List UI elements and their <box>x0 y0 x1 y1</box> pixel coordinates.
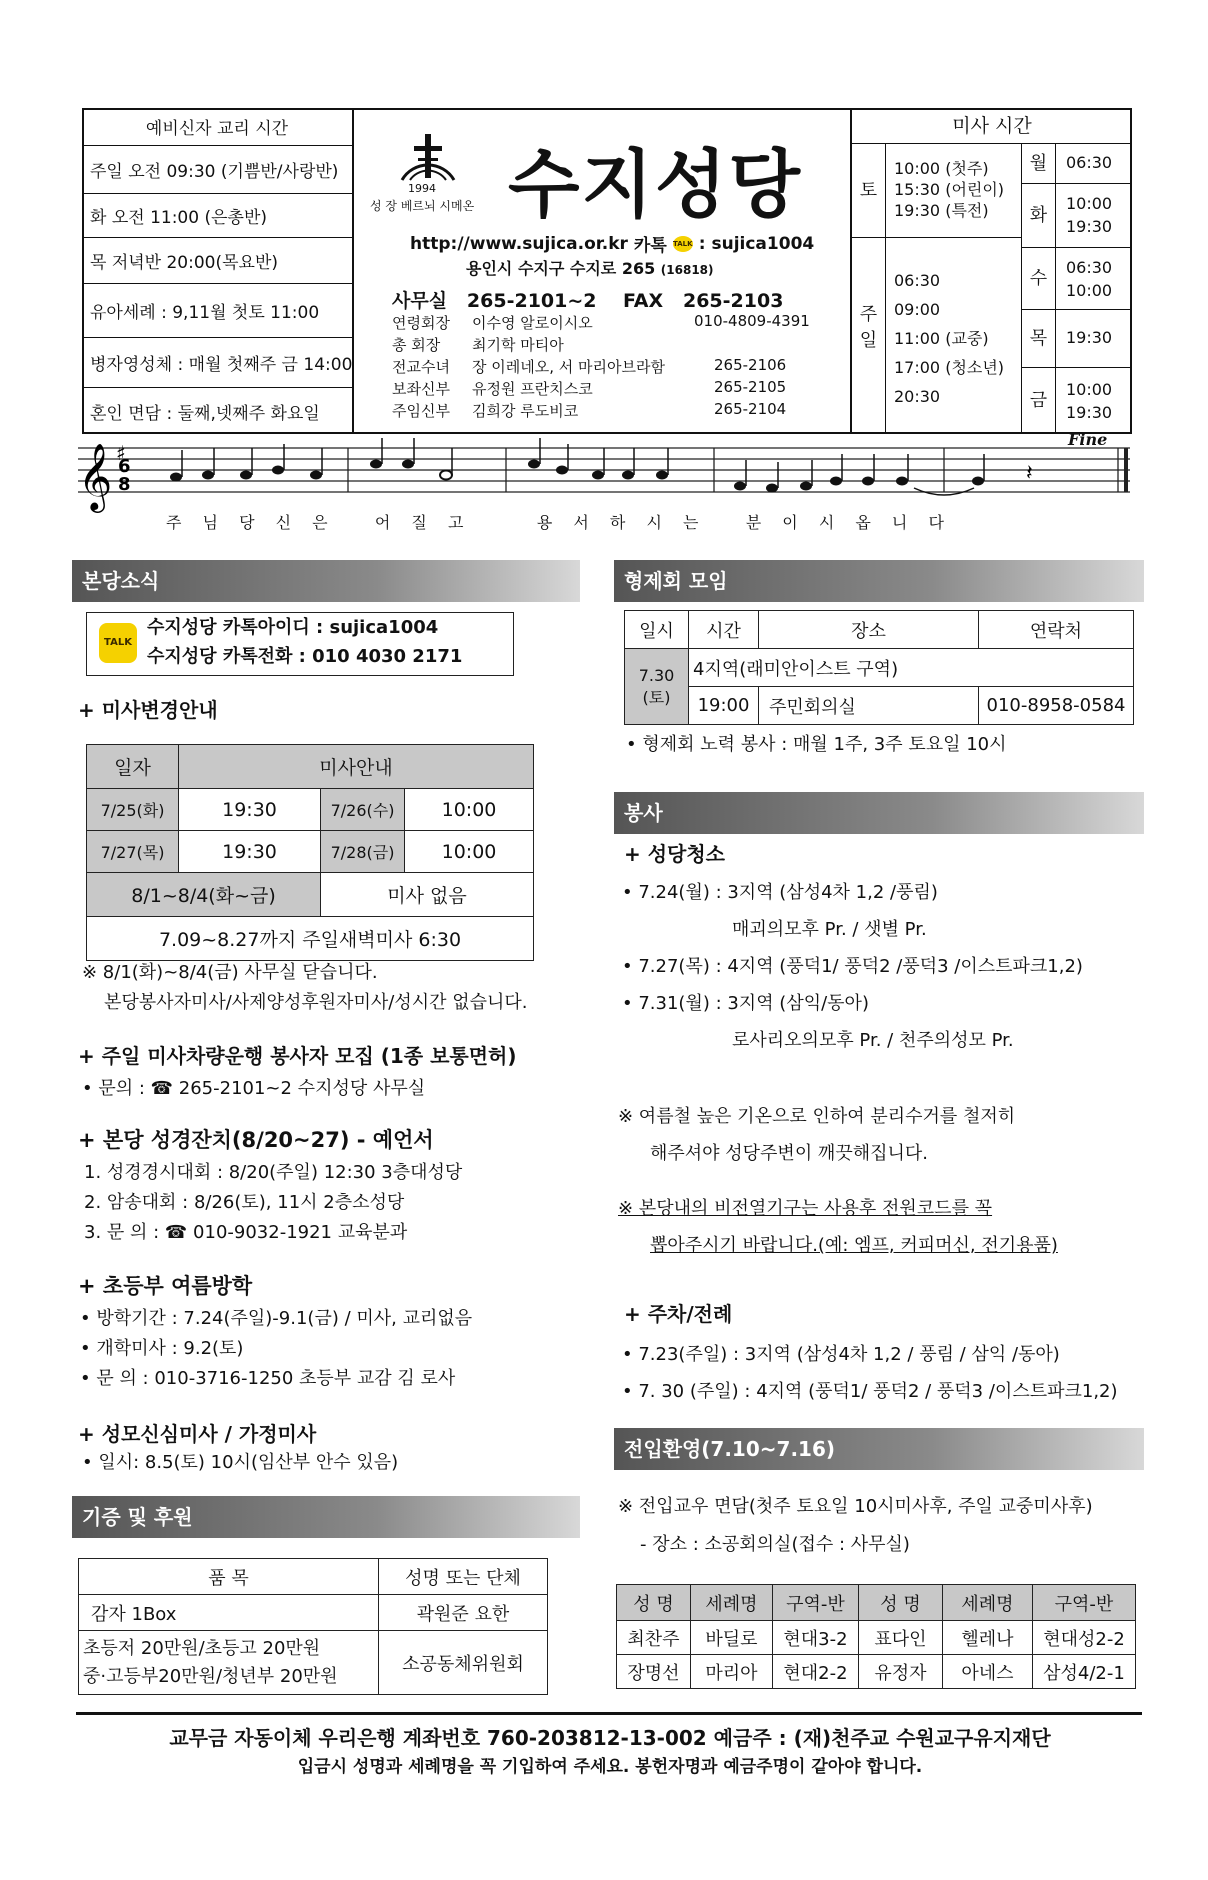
table-cell: 7/25(화) <box>87 789 179 831</box>
kakao-box <box>86 612 514 676</box>
mass-times <box>850 108 1132 434</box>
mass-change-table <box>86 744 534 961</box>
staff-phone: 010-4809-4391 <box>694 312 810 330</box>
music-lyrics: 주 님 당 신 은 어 질 고 용 서 하 시 는 분 이 시 옵 니 다 <box>166 513 952 532</box>
table-cell: 최찬주 <box>617 1621 691 1655</box>
staff-role: 주임신부 <box>392 402 450 420</box>
mass-time: 10:00 <box>1066 281 1113 300</box>
staff-role: 총 회장 <box>392 336 441 354</box>
staff-role: 전교수녀 <box>392 358 450 376</box>
bible-heading: + 본당 성경잔치(8/20~27) - 예언서 <box>78 1128 434 1152</box>
logo-caption: 성 장 베르뇌 시메온 <box>370 199 475 213</box>
table-cell: 7/28(금) <box>321 831 405 873</box>
mass-time: 19:30 <box>1066 403 1113 422</box>
cleaning-heading: + 성당청소 <box>624 842 726 866</box>
weekday-row <box>1022 248 1132 310</box>
staff-name: 장 이레네오, 서 마리아브라함 <box>472 358 665 376</box>
music-staff <box>78 430 1138 540</box>
mass-time: 15:30 (어린이) <box>894 180 1005 199</box>
kakao-talk-icon: TALK <box>99 623 137 663</box>
kakao-talk-icon: TALK <box>673 236 693 252</box>
time-signature-bottom: 8 <box>118 474 131 495</box>
weekday-row <box>1022 310 1132 368</box>
mass-notes <box>82 958 528 1018</box>
table-cell: 주민회의실 <box>759 687 979 725</box>
list-item: • 7. 30 (주일) : 4지역 (풍덕1/ 풍덕2 / 풍덕3 /이스트파크1,2) <box>622 1381 1118 1402</box>
svg-text:♯: ♯ <box>116 441 126 465</box>
postcode: (16818) <box>660 263 714 277</box>
weekday-row <box>1022 184 1132 248</box>
weekday-row <box>1022 144 1132 184</box>
staff-phone: 265-2104 <box>714 400 787 418</box>
welcome-table <box>616 1584 1136 1689</box>
mass-time: 10:00 <box>1066 194 1113 213</box>
mass-time: 10:00 (첫주) <box>894 159 989 178</box>
staff-row <box>392 334 822 356</box>
notice-line: ※ 본당내의 비전열기구는 사용후 전원코드를 꼭 <box>618 1198 993 1219</box>
staff-name: 유정원 프란치스코 <box>472 380 593 398</box>
table-header: 품 목 <box>79 1559 379 1595</box>
table-cell: 소공동체위원회 <box>379 1631 548 1695</box>
brothers-section-bar: 형제회 모임 <box>614 560 1144 602</box>
table-header: 성명 또는 단체 <box>379 1559 548 1595</box>
notice-line: ※ 전입교우 면담(첫주 토요일 10시미사후, 주일 교중미사후) <box>618 1496 1093 1517</box>
table-cell: 현대2-2 <box>773 1655 859 1689</box>
table-header: 장소 <box>759 611 979 649</box>
notice-line: ※ 여름철 높은 기온으로 인하여 분리수거를 철저히 <box>618 1106 1016 1127</box>
table-cell: 곽원준 요한 <box>379 1595 548 1631</box>
kakao-id: : sujica1004 <box>698 233 815 254</box>
fax-number: 265-2103 <box>682 290 784 312</box>
music-notes <box>170 460 984 493</box>
fax-label: FAX <box>622 290 664 312</box>
staff-row <box>392 312 822 334</box>
weekday-mass <box>1022 144 1132 434</box>
table-cell: 19:00 <box>689 687 759 725</box>
table-cell: 바딜로 <box>691 1621 773 1655</box>
mass-time: 10:00 <box>1066 380 1113 399</box>
weekday-times <box>1066 256 1112 302</box>
power-notice <box>618 1190 1058 1264</box>
mass-time: 19:30 (특전) <box>894 201 989 220</box>
table-cell: 7.09~8.27까지 주일새벽미사 6:30 <box>87 917 534 961</box>
footer-note: 입금시 성명과 세례명을 꼭 기입하여 주세요. 봉헌자명과 예금주명이 같아야 합니다. <box>297 1757 923 1777</box>
catechism-row: 병자영성체 : 매월 첫째주 금 14:00 <box>82 338 352 388</box>
table-cell: 감자 1Box <box>79 1595 379 1631</box>
footer-account: 교무금 자동이체 우리은행 계좌번호 760-203812-13-002 예금주 : (재)천주교 수원교구유지재단 <box>169 1726 1051 1750</box>
notice-line: 해주셔야 성당주변이 깨끗해집니다. <box>650 1143 928 1164</box>
table-cell: 초등저 20만원/초등고 20만원 중·고등부20만원/청년부 20만원 <box>79 1631 379 1695</box>
table-cell: 8/1~8/4(화~금) <box>87 873 321 917</box>
news-section-bar: 본당소식 <box>72 560 580 602</box>
school-heading: + 초등부 여름방학 <box>78 1274 253 1298</box>
welcome-notes <box>618 1488 1093 1564</box>
table-cell: 19:30 <box>179 789 321 831</box>
table-cell: 10:00 <box>405 789 534 831</box>
kakao-line: 수지성당 카톡전화 : 010 4030 2171 <box>147 646 463 667</box>
notice-line: 뽑아주시기 바랍니다.(예: 엠프, 커피머신, 전기용품) <box>650 1235 1058 1256</box>
office-label: 사무실 <box>392 290 448 312</box>
address <box>466 256 714 279</box>
sunday-mass <box>852 238 1022 434</box>
brothers-table <box>624 610 1134 725</box>
list-item: • 7.27(목) : 4지역 (풍덕1/ 풍덕2 /풍덕3 /이스트파크1,2) <box>622 956 1083 977</box>
weekday-label: 금 <box>1022 368 1056 434</box>
parking-items <box>622 1336 1118 1410</box>
driver-heading: + 주일 미사차량운행 봉사자 모집 (1종 보통면허) <box>78 1044 517 1068</box>
list-item: • 문 의 : 010-3716-1250 초등부 교감 김 로사 <box>80 1368 456 1389</box>
table-header: 미사안내 <box>179 745 534 789</box>
table-cell: 헬레나 <box>943 1621 1033 1655</box>
staff-role: 보좌신부 <box>392 380 450 398</box>
sunday-label-text: 주일 <box>859 304 878 351</box>
welcome-section-bar: 전입환영(7.10~7.16) <box>614 1428 1144 1470</box>
table-cell: 7.30 (토) <box>625 649 689 725</box>
church-logo-icon <box>396 128 460 184</box>
saturday-label: 토 <box>852 144 886 238</box>
mass-time: 19:30 <box>1066 217 1113 236</box>
list-item: • 7.24(월) : 3지역 (삼성4차 1,2 /풍림) <box>622 882 938 903</box>
staff-phone: 265-2105 <box>714 378 787 396</box>
weekday-label: 화 <box>1022 184 1056 248</box>
music-staff-svg <box>78 430 1138 520</box>
table-cell: 19:30 <box>179 831 321 873</box>
table-header: 일자 <box>87 745 179 789</box>
kakao-line: 수지성당 카톡아이디 : sujica1004 <box>147 617 439 638</box>
driver-contact: • 문의 : ☎ 265-2101~2 수지성당 사무실 <box>82 1078 426 1099</box>
table-cell: 아네스 <box>943 1655 1033 1689</box>
donation-section-bar: 기증 및 후원 <box>72 1496 580 1538</box>
list-item: • 7.31(월) : 3지역 (삼익/동아) <box>622 993 869 1014</box>
list-item: 로사리오의모후 Pr. / 천주의성모 Pr. <box>732 1030 1014 1051</box>
mass-time: 06:30 <box>894 271 941 290</box>
saturday-mass <box>852 144 1022 238</box>
mothers-heading: + 성모신심미사 / 가정미사 <box>78 1422 317 1446</box>
catechism-row: 목 저녁반 20:00(목요반) <box>82 238 352 284</box>
table-header: 구역-반 <box>773 1585 859 1621</box>
table-cell: 장명선 <box>617 1655 691 1689</box>
staff-row <box>392 378 822 400</box>
table-cell: 삼성4/2-1 <box>1033 1655 1136 1689</box>
list-item: • 방학기간 : 7.24(주일)-9.1(금) / 미사, 교리없음 <box>80 1308 473 1329</box>
office-line <box>392 286 783 313</box>
table-header: 성 명 <box>617 1585 691 1621</box>
website-link[interactable]: http://www.sujica.or.kr <box>410 233 628 254</box>
mass-title: 미사 시간 <box>852 108 1132 144</box>
weekday-row <box>1022 368 1132 434</box>
office-phone: 265-2101~2 <box>466 290 597 312</box>
table-cell: 현대3-2 <box>773 1621 859 1655</box>
catechism-row: 유아세례 : 9,11월 첫토 11:00 <box>82 284 352 338</box>
list-item: 2. 암송대회 : 8/26(토), 11시 2층소성당 <box>84 1192 405 1213</box>
treble-clef-icon: 𝄞 <box>78 442 113 510</box>
catechism-row: 주일 오전 09:30 (기쁨반/사랑반) <box>82 146 352 194</box>
note-line: 본당봉사자미사/사제양성후원자미사/성시간 없습니다. <box>104 992 528 1013</box>
table-header: 일시 <box>625 611 689 649</box>
donation-table <box>78 1558 548 1695</box>
staff-phone: 265-2106 <box>714 356 787 374</box>
staff-name: 이수영 알로이시오 <box>472 314 593 332</box>
time-signature-top: 6 <box>118 456 131 477</box>
church-name: 수지성당 <box>508 142 802 228</box>
address-text: 용인시 수지구 수지로 265 <box>466 259 656 278</box>
mass-time: 06:30 <box>1066 153 1113 172</box>
fine-mark: Fine <box>1068 430 1108 449</box>
sunday-label <box>852 238 886 434</box>
weekday-label: 수 <box>1022 248 1056 310</box>
notice-line: - 장소 : 소공회의실(접수 : 사무실) <box>640 1534 910 1555</box>
saturday-times <box>894 158 1004 221</box>
staff-list <box>392 312 822 422</box>
table-cell: 미사 없음 <box>321 873 534 917</box>
table-header: 구역-반 <box>1033 1585 1136 1621</box>
table-header: 연락처 <box>979 611 1134 649</box>
table-cell: 마리아 <box>691 1655 773 1689</box>
table-cell: 유정자 <box>859 1655 943 1689</box>
contact-line <box>410 231 814 256</box>
mass-time: 19:30 <box>1066 328 1113 347</box>
table-cell: 010-8958-0584 <box>979 687 1134 725</box>
catechism-schedule <box>82 108 354 434</box>
staff-row <box>392 356 822 378</box>
svg-text:𝄽: 𝄽 <box>1026 461 1033 486</box>
footer-divider <box>76 1712 1142 1715</box>
table-header: 시간 <box>689 611 759 649</box>
mass-time: 11:00 (교중) <box>894 329 989 348</box>
list-item: 3. 문 의 : ☎ 010-9032-1921 교육분과 <box>84 1222 408 1243</box>
service-section-bar: 봉사 <box>614 792 1144 834</box>
weekend-mass <box>852 144 1022 434</box>
parking-heading: + 주차/전례 <box>624 1302 733 1326</box>
cleaning-items <box>622 874 1083 1059</box>
bible-items <box>84 1158 462 1248</box>
brothers-note: • 형제회 노력 봉사 : 매월 1주, 3주 토요일 10시 <box>626 734 1007 755</box>
list-item: • 개학미사 : 9.2(토) <box>80 1338 244 1359</box>
catechism-row: 혼인 면담 : 둘째,넷째주 화요일 <box>90 403 320 424</box>
weekday-label: 목 <box>1022 310 1056 368</box>
mass-time: 17:00 (청소년) <box>894 358 1005 377</box>
table-cell: 7/27(목) <box>87 831 179 873</box>
weekday-label: 월 <box>1022 144 1056 184</box>
table-cell: 10:00 <box>405 831 534 873</box>
table-cell: 표다인 <box>859 1621 943 1655</box>
mass-change-heading: + 미사변경안내 <box>78 698 218 722</box>
kakao-label: 카톡 <box>633 236 667 256</box>
note-line: ※ 8/1(화)~8/4(금) 사무실 닫습니다. <box>82 962 378 983</box>
list-item: 1. 성경경시대회 : 8/20(주일) 12:30 3층대성당 <box>84 1162 463 1183</box>
recycling-notice <box>618 1098 1015 1172</box>
catechism-row: 화 오전 11:00 (은총반) <box>82 194 352 238</box>
table-header: 세례명 <box>691 1585 773 1621</box>
staff-row <box>392 400 822 422</box>
logo-year: 1994 <box>408 182 436 195</box>
list-item: 매괴의모후 Pr. / 샛별 Pr. <box>732 919 927 940</box>
table-header: 성 명 <box>859 1585 943 1621</box>
school-items <box>80 1304 472 1394</box>
staff-name: 최기학 마티아 <box>472 336 564 354</box>
table-cell: 7/26(수) <box>321 789 405 831</box>
staff-role: 연령회장 <box>392 314 450 332</box>
catechism-title: 예비신자 교리 시간 <box>82 108 352 146</box>
list-item: • 7.23(주일) : 3지역 (삼성4차 1,2 / 풍림 / 삼익 /동아) <box>622 1344 1060 1365</box>
staff-name: 김희강 루도비코 <box>472 402 579 420</box>
sunday-times <box>894 266 1004 411</box>
table-cell: 현대성2-2 <box>1033 1621 1136 1655</box>
mass-time: 20:30 <box>894 387 941 406</box>
mass-time: 09:00 <box>894 300 941 319</box>
weekday-times <box>1066 378 1112 424</box>
table-cell: 4지역(래미안이스트 구역) <box>689 649 1134 687</box>
table-header: 세례명 <box>943 1585 1033 1621</box>
weekday-times <box>1066 192 1112 238</box>
mothers-item: • 일시: 8.5(토) 10시(임산부 안수 있음) <box>82 1452 399 1473</box>
mass-time: 06:30 <box>1066 258 1113 277</box>
